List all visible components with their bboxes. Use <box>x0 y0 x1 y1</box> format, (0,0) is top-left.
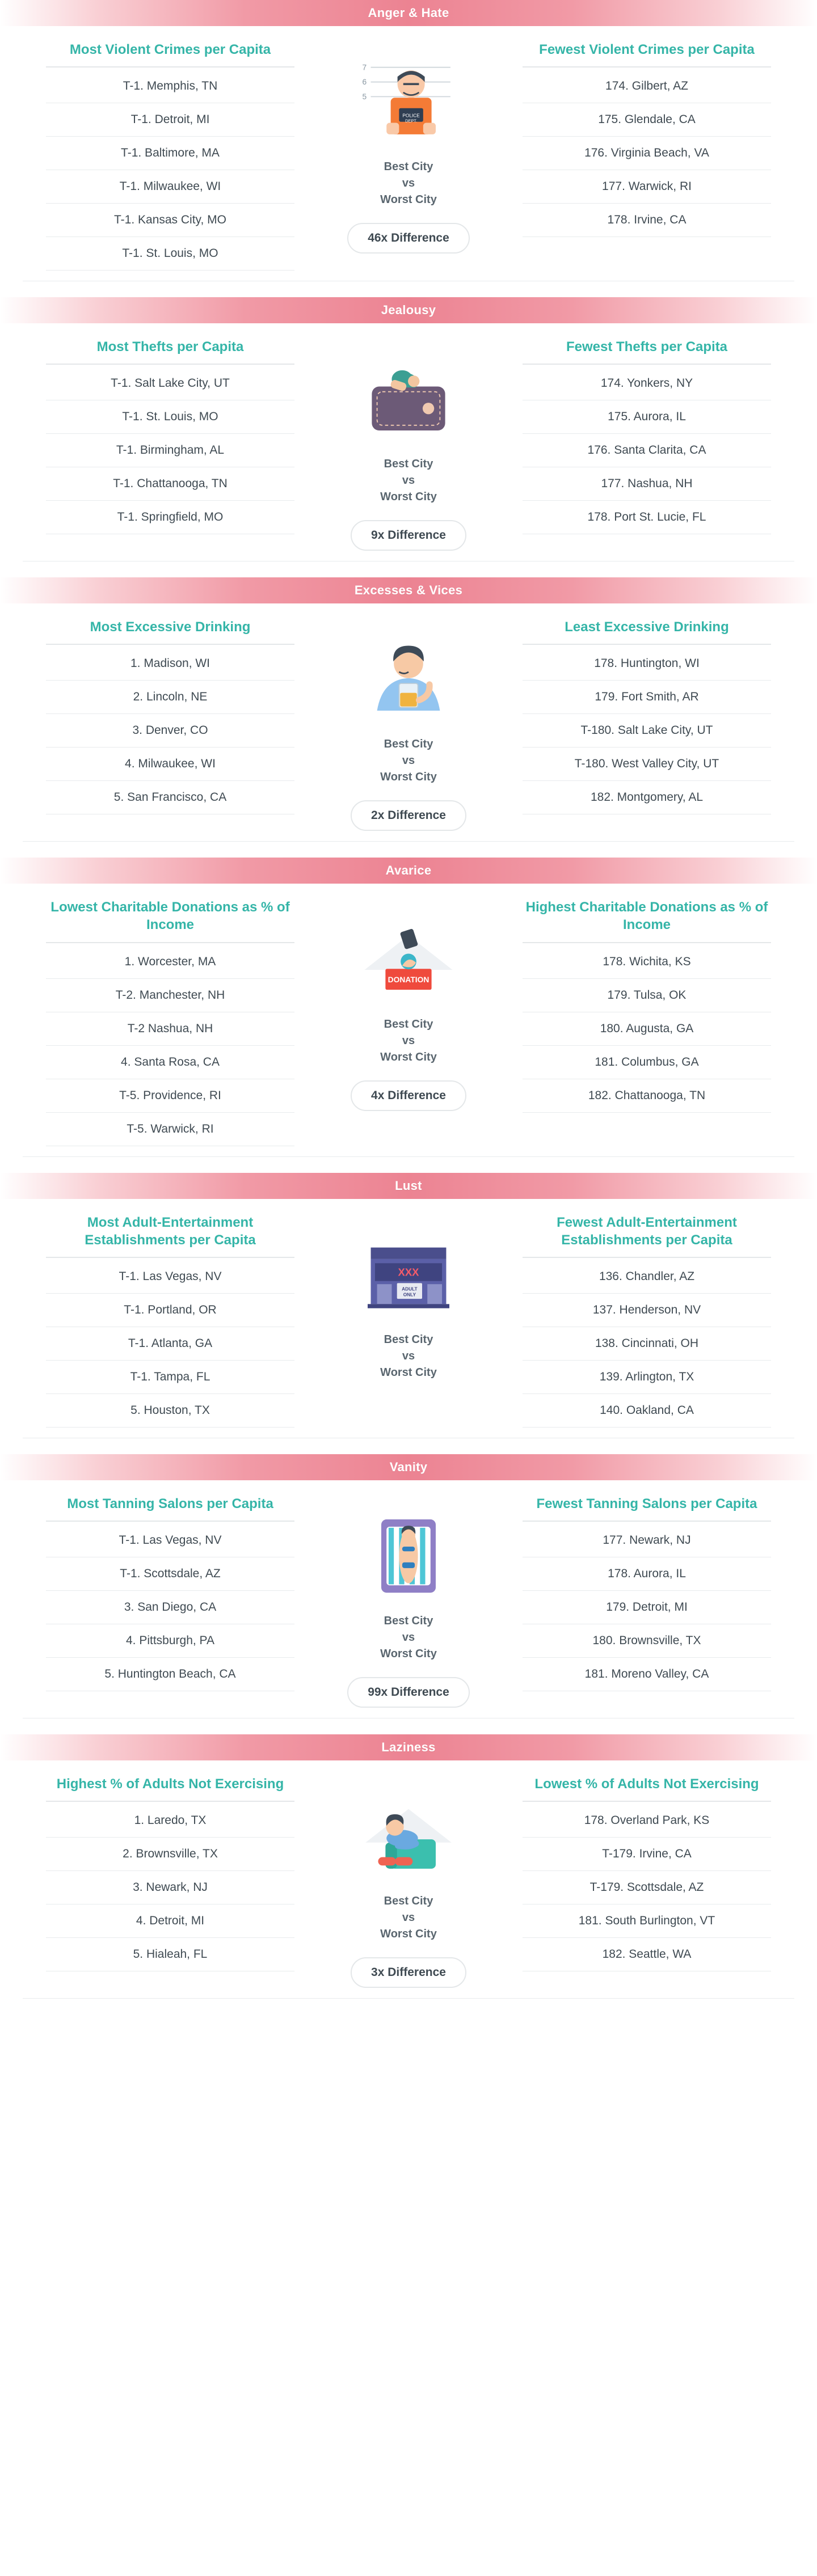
right-column-heading: Least Excessive Drinking <box>523 618 771 645</box>
list-item: T-1. Milwaukee, WI <box>46 170 294 204</box>
list-item: T-1. Atlanta, GA <box>46 1327 294 1361</box>
list-item: 5. Hialeah, FL <box>46 1938 294 1971</box>
section-anger-hate <box>0 0 817 297</box>
best-city-label: Best City <box>384 1018 433 1031</box>
svg-text:6: 6 <box>362 77 367 87</box>
list-item: 2. Lincoln, NE <box>46 681 294 714</box>
right-column <box>513 41 780 237</box>
vs-label: vs <box>402 474 415 487</box>
svg-text:ONLY: ONLY <box>403 1291 416 1298</box>
best-vs-worst-label <box>380 159 437 208</box>
drinking-person-icon <box>335 623 482 730</box>
left-ranking-list <box>46 1802 294 1971</box>
svg-text:DONATION: DONATION <box>388 975 429 985</box>
left-ranking-list <box>46 67 294 271</box>
list-item: 180. Brownsville, TX <box>523 1624 771 1658</box>
difference-badge: 99x Difference <box>347 1677 470 1708</box>
difference-badge: 2x Difference <box>351 800 466 831</box>
donation-box-icon <box>335 903 482 1011</box>
left-ranking-list <box>46 943 294 1146</box>
left-ranking-list <box>46 645 294 814</box>
wallet-theft-icon <box>335 343 482 450</box>
left-ranking-list <box>46 1258 294 1428</box>
list-item: 178. Overland Park, KS <box>523 1804 771 1838</box>
left-column-heading: Most Adult-Entertainment Establishments per Capita <box>46 1214 294 1258</box>
list-item: 178. Huntington, WI <box>523 647 771 681</box>
list-item: 176. Santa Clarita, CA <box>523 434 771 467</box>
list-item: 177. Warwick, RI <box>523 170 771 204</box>
section-banner-title: Excesses & Vices <box>354 583 463 598</box>
left-column <box>37 618 304 814</box>
worst-city-label: Worst City <box>380 193 437 206</box>
best-vs-worst-label <box>380 736 437 786</box>
section-excesses-vices <box>0 577 817 858</box>
list-item: 179. Detroit, MI <box>523 1591 771 1624</box>
list-item: 3. Newark, NJ <box>46 1871 294 1904</box>
tanning-bed-icon <box>335 1500 482 1607</box>
list-item: T-1. Memphis, TN <box>46 70 294 103</box>
left-ranking-list <box>46 1522 294 1691</box>
right-column <box>513 1214 780 1428</box>
list-item: T-2. Manchester, NH <box>46 979 294 1012</box>
difference-badge-wrap <box>351 520 466 551</box>
section-jealousy <box>0 297 817 577</box>
list-item: 140. Oakland, CA <box>523 1394 771 1428</box>
difference-badge: 3x Difference <box>351 1957 466 1988</box>
section-laziness <box>0 1734 817 2015</box>
left-column-heading: Highest % of Adults Not Exercising <box>46 1775 294 1802</box>
list-item: 176. Virginia Beach, VA <box>523 137 771 170</box>
section-banner <box>0 1454 817 1480</box>
list-item: 177. Nashua, NH <box>523 467 771 501</box>
svg-text:XXX: XXX <box>398 1266 419 1278</box>
worst-city-label: Worst City <box>380 491 437 504</box>
right-ranking-list <box>523 67 771 237</box>
left-column-heading: Most Violent Crimes per Capita <box>46 41 294 67</box>
list-item: 5. Huntington Beach, CA <box>46 1658 294 1691</box>
left-column-heading: Most Thefts per Capita <box>46 338 294 365</box>
section-divider <box>23 1998 794 1999</box>
right-column <box>513 1775 780 1971</box>
right-column <box>513 898 780 1112</box>
list-item: 1. Worcester, MA <box>46 945 294 979</box>
middle-column <box>304 1495 513 1708</box>
list-item: T-1. Las Vegas, NV <box>46 1524 294 1557</box>
vs-label: vs <box>402 177 415 189</box>
list-item: 180. Augusta, GA <box>523 1012 771 1046</box>
section-body <box>0 1760 817 1988</box>
list-item: 5. Houston, TX <box>46 1394 294 1428</box>
list-item: T-180. Salt Lake City, UT <box>523 714 771 748</box>
list-item: T-1. Las Vegas, NV <box>46 1260 294 1294</box>
right-column-heading: Fewest Violent Crimes per Capita <box>523 41 771 67</box>
section-vanity <box>0 1454 817 1734</box>
difference-badge: 9x Difference <box>351 520 466 551</box>
list-item: 137. Henderson, NV <box>523 1294 771 1327</box>
svg-text:ADULT: ADULT <box>402 1285 418 1291</box>
list-item: T-1. Portland, OR <box>46 1294 294 1327</box>
vs-label: vs <box>402 1631 415 1644</box>
list-item: 182. Chattanooga, TN <box>523 1079 771 1113</box>
vs-label: vs <box>402 1349 415 1362</box>
difference-badge: 4x Difference <box>351 1080 466 1111</box>
section-banner-title: Avarice <box>385 863 432 878</box>
section-banner-title: Laziness <box>381 1739 436 1754</box>
list-item: 178. Irvine, CA <box>523 204 771 237</box>
section-banner <box>0 1734 817 1760</box>
vs-label: vs <box>402 1911 415 1924</box>
right-column <box>513 338 780 534</box>
list-item: 174. Yonkers, NY <box>523 367 771 400</box>
list-item: 178. Wichita, KS <box>523 945 771 979</box>
list-item: 178. Aurora, IL <box>523 1557 771 1591</box>
couch-potato-icon <box>335 1780 482 1887</box>
list-item: 178. Port St. Lucie, FL <box>523 501 771 534</box>
section-banner-title: Anger & Hate <box>368 6 449 20</box>
svg-text:5: 5 <box>362 92 367 101</box>
middle-column <box>304 338 513 551</box>
right-column <box>513 1495 780 1691</box>
list-item: T-1. Kansas City, MO <box>46 204 294 237</box>
best-city-label: Best City <box>384 1333 433 1346</box>
list-item: 139. Arlington, TX <box>523 1361 771 1394</box>
section-banner <box>0 297 817 323</box>
list-item: 136. Chandler, AZ <box>523 1260 771 1294</box>
left-column <box>37 338 304 534</box>
section-lust <box>0 1173 817 1454</box>
right-ranking-list <box>523 1802 771 1971</box>
section-banner <box>0 858 817 884</box>
list-item: T-1. Chattanooga, TN <box>46 467 294 501</box>
vs-label: vs <box>402 754 415 767</box>
section-banner-title: Jealousy <box>381 303 436 318</box>
svg-text:DEPT.: DEPT. <box>405 118 418 124</box>
list-item: T-1. Scottsdale, AZ <box>46 1557 294 1591</box>
list-item: 4. Santa Rosa, CA <box>46 1046 294 1079</box>
section-avarice <box>0 858 817 1172</box>
list-item: 4. Detroit, MI <box>46 1904 294 1938</box>
list-item: T-1. Salt Lake City, UT <box>46 367 294 400</box>
right-column-heading: Fewest Tanning Salons per Capita <box>523 1495 771 1522</box>
list-item: T-180. West Valley City, UT <box>523 748 771 781</box>
best-city-label: Best City <box>384 458 433 471</box>
list-item: 175. Aurora, IL <box>523 400 771 434</box>
best-city-label: Best City <box>384 738 433 751</box>
section-body <box>0 323 817 551</box>
right-ranking-list <box>523 943 771 1113</box>
right-ranking-list <box>523 365 771 534</box>
best-city-label: Best City <box>384 1894 433 1907</box>
difference-badge-wrap <box>347 223 470 254</box>
adult-store-icon <box>335 1218 482 1326</box>
list-item: T-179. Scottsdale, AZ <box>523 1871 771 1904</box>
difference-badge-wrap <box>347 1677 470 1708</box>
list-item: T-1. St. Louis, MO <box>46 400 294 434</box>
difference-badge-wrap <box>351 1957 466 1988</box>
section-body <box>0 1480 817 1708</box>
list-item: 4. Milwaukee, WI <box>46 748 294 781</box>
section-body <box>0 603 817 831</box>
right-column-heading: Fewest Thefts per Capita <box>523 338 771 365</box>
best-vs-worst-label <box>380 456 437 505</box>
svg-text:7: 7 <box>362 62 367 72</box>
best-vs-worst-label <box>380 1332 437 1381</box>
best-vs-worst-label <box>380 1613 437 1662</box>
list-item: 138. Cincinnati, OH <box>523 1327 771 1361</box>
list-item: 177. Newark, NJ <box>523 1524 771 1557</box>
list-item: 182. Seattle, WA <box>523 1938 771 1971</box>
section-banner <box>0 1173 817 1199</box>
list-item: 174. Gilbert, AZ <box>523 70 771 103</box>
list-item: 1. Laredo, TX <box>46 1804 294 1838</box>
section-body <box>0 26 817 271</box>
middle-column <box>304 898 513 1111</box>
section-divider <box>23 841 794 842</box>
best-vs-worst-label <box>380 1016 437 1066</box>
middle-column <box>304 1775 513 1988</box>
list-item: T-1. Springfield, MO <box>46 501 294 534</box>
section-divider <box>23 1156 794 1157</box>
right-ranking-list <box>523 645 771 814</box>
right-column-heading: Highest Charitable Donations as % of Income <box>523 898 771 943</box>
worst-city-label: Worst City <box>380 1647 437 1660</box>
worst-city-label: Worst City <box>380 1051 437 1064</box>
list-item: 182. Montgomery, AL <box>523 781 771 814</box>
worst-city-label: Worst City <box>380 1927 437 1940</box>
left-column-heading: Most Excessive Drinking <box>46 618 294 645</box>
list-item: T-1. Detroit, MI <box>46 103 294 137</box>
list-item: 5. San Francisco, CA <box>46 781 294 814</box>
list-item: 179. Fort Smith, AR <box>523 681 771 714</box>
left-column <box>37 41 304 271</box>
left-column-heading: Most Tanning Salons per Capita <box>46 1495 294 1522</box>
list-item: T-1. St. Louis, MO <box>46 237 294 271</box>
middle-column <box>304 41 513 254</box>
right-ranking-list <box>523 1522 771 1691</box>
list-item: T-179. Irvine, CA <box>523 1838 771 1871</box>
list-item: 175. Glendale, CA <box>523 103 771 137</box>
list-item: 1. Madison, WI <box>46 647 294 681</box>
svg-text:POLICE: POLICE <box>402 112 420 119</box>
list-item: 3. Denver, CO <box>46 714 294 748</box>
mugshot-icon <box>335 45 482 153</box>
section-banner-title: Lust <box>395 1178 422 1193</box>
list-item: T-2 Nashua, NH <box>46 1012 294 1046</box>
section-banner-title: Vanity <box>389 1459 428 1474</box>
worst-city-label: Worst City <box>380 771 437 784</box>
list-item: 179. Tulsa, OK <box>523 979 771 1012</box>
list-item: 181. Columbus, GA <box>523 1046 771 1079</box>
list-item: 181. South Burlington, VT <box>523 1904 771 1938</box>
list-item: T-5. Providence, RI <box>46 1079 294 1113</box>
section-body <box>0 884 817 1146</box>
left-column <box>37 898 304 1146</box>
list-item: 3. San Diego, CA <box>46 1591 294 1624</box>
vs-label: vs <box>402 1034 415 1048</box>
list-item: 2. Brownsville, TX <box>46 1838 294 1871</box>
section-banner <box>0 0 817 26</box>
left-column <box>37 1214 304 1428</box>
list-item: 4. Pittsburgh, PA <box>46 1624 294 1658</box>
right-column-heading: Lowest % of Adults Not Exercising <box>523 1775 771 1802</box>
difference-badge-wrap <box>351 800 466 831</box>
list-item: T-1. Tampa, FL <box>46 1361 294 1394</box>
section-body <box>0 1199 817 1428</box>
difference-badge: 46x Difference <box>347 223 470 254</box>
best-vs-worst-label <box>380 1893 437 1942</box>
best-city-label: Best City <box>384 161 433 173</box>
left-ranking-list <box>46 365 294 534</box>
left-column <box>37 1775 304 1971</box>
section-banner <box>0 577 817 603</box>
left-column <box>37 1495 304 1691</box>
list-item: T-1. Birmingham, AL <box>46 434 294 467</box>
best-city-label: Best City <box>384 1614 433 1627</box>
right-column-heading: Fewest Adult-Entertainment Establishments per Capita <box>523 1214 771 1258</box>
worst-city-label: Worst City <box>380 1366 437 1379</box>
right-ranking-list <box>523 1258 771 1428</box>
list-item: T-5. Warwick, RI <box>46 1113 294 1146</box>
difference-badge-wrap <box>351 1080 466 1111</box>
list-item: 181. Moreno Valley, CA <box>523 1658 771 1691</box>
middle-column <box>304 618 513 831</box>
right-column <box>513 618 780 814</box>
list-item: T-1. Baltimore, MA <box>46 137 294 170</box>
left-column-heading: Lowest Charitable Donations as % of Income <box>46 898 294 943</box>
middle-column <box>304 1214 513 1381</box>
